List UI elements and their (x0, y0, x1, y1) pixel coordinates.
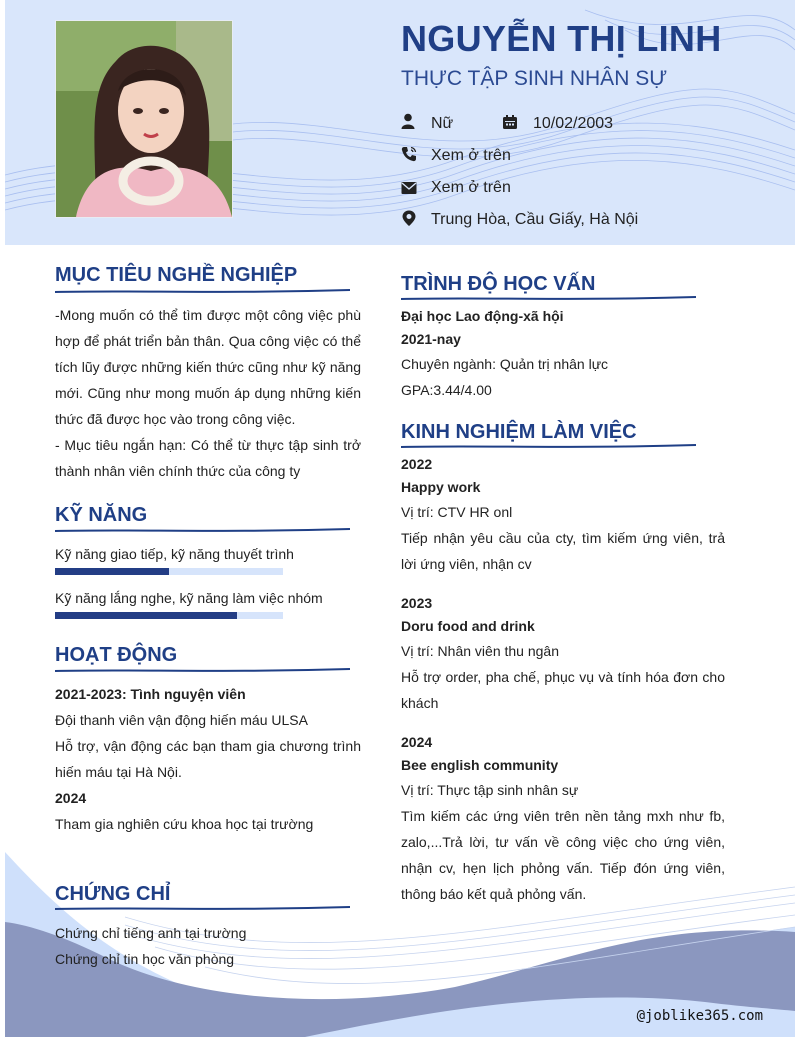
job-2-year: 2023 (401, 595, 433, 611)
certificates-title: CHỨNG CHỈ (55, 883, 171, 905)
footer-handle: @joblike365.com (636, 1008, 763, 1024)
skills-underline (55, 527, 350, 535)
job-1-company: Happy work (401, 479, 481, 495)
objective-title: MỤC TIÊU NGHỀ NGHIỆP (55, 264, 298, 286)
job-3-position: Vị trí: Thực tập sinh nhân sự (401, 782, 579, 798)
objective-underline (55, 288, 350, 296)
education-underline (401, 295, 696, 303)
certificate-item-1: Chứng chỉ tiếng anh tại trường (55, 925, 247, 941)
job-2-position: Vị trí: Nhân viên thu ngân (401, 643, 559, 659)
birthday-value: 10/02/2003 (533, 115, 614, 132)
skill-bar-2 (55, 612, 283, 619)
certificate-item-2: Chứng chỉ tin học văn phòng (55, 951, 235, 967)
phone-value: Xem ở trên (431, 147, 511, 164)
gender-value: Nữ (431, 115, 454, 132)
user-icon (401, 113, 417, 129)
education-years: 2021-nay (401, 331, 461, 347)
job-1-position: Vị trí: CTV HR onl (401, 504, 513, 520)
skill-bar-1-fill (55, 568, 169, 575)
job-2-company: Doru food and drink (401, 618, 535, 634)
activity-1-heading: 2021-2023: Tình nguyện viên (55, 686, 246, 702)
address-value: Trung Hòa, Cầu Giấy, Hà Nội (431, 211, 639, 228)
activities-title: HOẠT ĐỘNG (55, 644, 178, 666)
skill-bar-2-fill (55, 612, 237, 619)
calendar-icon (502, 114, 518, 130)
job-2-desc: Hỗ trợ order, pha chế, phục vụ và tính hóa đơn cho khách (401, 669, 725, 711)
job-1-year: 2022 (401, 456, 433, 472)
activity-2-year: 2024 (55, 790, 87, 806)
candidate-role: THỰC TẬP SINH NHÂN SỰ (401, 67, 668, 90)
experience-title: KINH NGHIỆM LÀM VIỆC (401, 421, 637, 443)
cv-page (5, 0, 795, 1037)
job-3-company: Bee english community (401, 757, 559, 773)
education-school: Đại học Lao động-xã hội (401, 308, 564, 324)
education-major: Chuyên ngành: Quản trị nhân lực (401, 356, 609, 372)
activities-underline (55, 667, 350, 675)
activity-2-desc: Tham gia nghiên cứu khoa học tại trường (55, 816, 314, 832)
job-3-year: 2024 (401, 734, 433, 750)
experience-underline (401, 443, 696, 451)
phone-icon (401, 146, 417, 162)
profile-photo (55, 20, 233, 218)
job-3-desc: Tìm kiếm các ứng viên trên nền tảng mxh như fb, zalo,...Trả lời, tư vấn về công việc cho ứng viên, nhận cv, hẹn lịch phỏng vấn. Tiếp đón ứng viên, thông báo kết quả phỏng vấn. (401, 808, 725, 902)
skill-bar-1 (55, 568, 283, 575)
map-pin-icon (401, 210, 417, 226)
activity-1-org: Đội thanh viên vận động hiến máu ULSA (55, 712, 308, 728)
skill-label-2: Kỹ năng lắng nghe, kỹ năng làm việc nhóm (55, 590, 323, 606)
envelope-icon (401, 180, 417, 196)
header-band (5, 0, 795, 245)
activity-1-desc: Hỗ trợ, vận động các bạn tham gia chương trình hiến máu tại Hà Nội. (55, 738, 361, 780)
skill-label-1: Kỹ năng giao tiếp, kỹ năng thuyết trình (55, 546, 294, 562)
objective-paragraph-2: - Mục tiêu ngắn hạn: Có thể từ thực tập sinh trở thành nhân viên chính thức của công ty (55, 437, 361, 479)
candidate-name: NGUYỄN THỊ LINH (401, 18, 722, 59)
skills-title: KỸ NĂNG (55, 504, 148, 526)
education-gpa: GPA:3.44/4.00 (401, 382, 492, 398)
objective-paragraph-1: -Mong muốn có thể tìm được một công việc phù hợp để phát triển bản thân. Qua công việc có thể tích lũy được những kiến thức cũng như kỹ năng mới. Cũng như mong muốn áp dụng những kiến thức đã được học vào trong công việc. (55, 307, 361, 427)
email-value: Xem ở trên (431, 179, 511, 196)
education-title: TRÌNH ĐỘ HỌC VẤN (401, 273, 596, 295)
certificates-underline (55, 905, 350, 913)
job-1-desc: Tiếp nhận yêu cầu của cty, tìm kiếm ứng viên, trả lời ứng viên, nhận cv (401, 530, 725, 572)
